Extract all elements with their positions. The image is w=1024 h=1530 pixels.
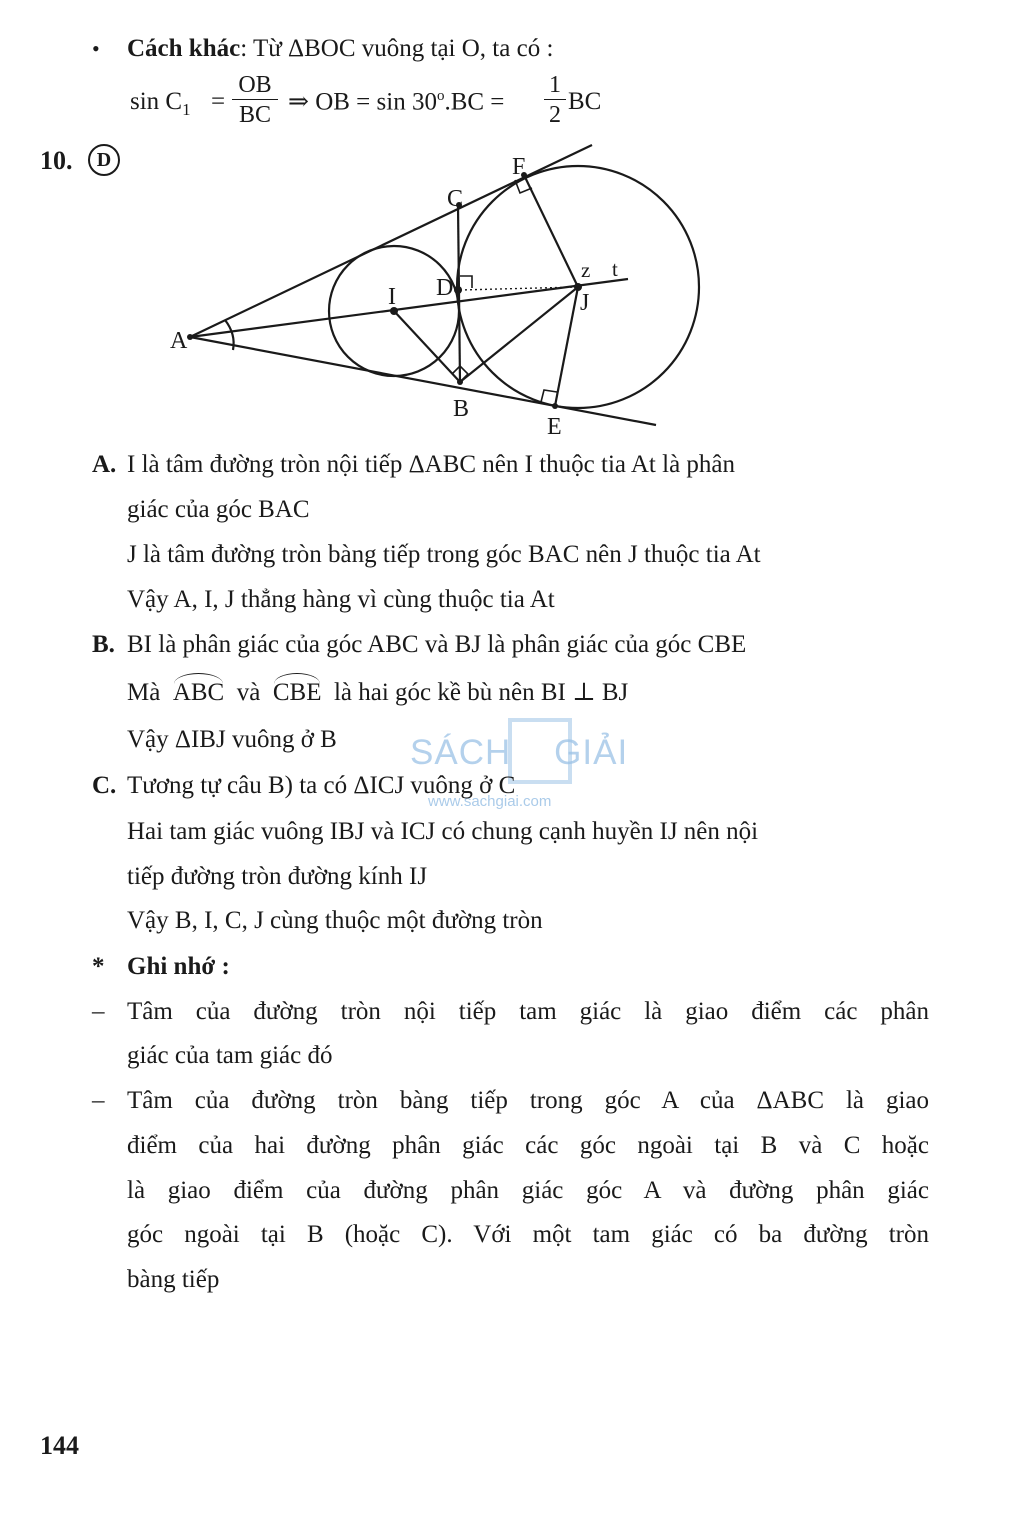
segment-fj bbox=[524, 175, 578, 287]
point-a bbox=[187, 334, 193, 340]
label-c: C bbox=[447, 186, 464, 212]
answer-a-line: Vậy A, I, J thẳng hàng vì cùng thuộc tia At bbox=[127, 586, 555, 613]
alternative-method-label: Cách khác bbox=[127, 35, 241, 62]
watermark-url: www.sachgiai.com bbox=[428, 793, 552, 810]
bullet: • bbox=[92, 36, 100, 61]
angle-arc-abc: ABC bbox=[172, 679, 225, 706]
segment-ib bbox=[394, 311, 460, 382]
fraction-numerator: 1 bbox=[544, 73, 566, 100]
answer-b-text: và bbox=[236, 679, 261, 706]
question-number: 10. bbox=[40, 146, 73, 175]
formula-bc: BC bbox=[568, 88, 602, 115]
answer-b-line: BI là phân giác của góc ABC và BJ là phân giác của góc CBE bbox=[127, 631, 747, 658]
answer-c-label: C. bbox=[92, 772, 117, 799]
note-item-line: Tâm của đường tròn nội tiếp tam giác là giao điểm các phân bbox=[127, 998, 929, 1025]
label-j: J bbox=[580, 290, 590, 316]
label-i: I bbox=[388, 284, 396, 310]
formula-sin-text: sin C bbox=[130, 88, 183, 115]
formula-bc-equals: .BC = bbox=[444, 88, 505, 116]
right-angle-mark-d bbox=[460, 276, 472, 288]
note-item-line: góc ngoài tại B (hoặc C). Với một tam giác có ba đường tròn bbox=[127, 1221, 929, 1248]
formula-implies-text: ⇒ OB = sin 30 bbox=[288, 88, 437, 116]
label-b: B bbox=[453, 396, 470, 422]
answer-a-line: J là tâm đường tròn bàng tiếp trong góc BAC nên J thuộc tia At bbox=[127, 541, 761, 568]
fraction-denominator: 2 bbox=[549, 102, 561, 128]
point-b bbox=[457, 379, 463, 385]
geometry-figure bbox=[0, 0, 1024, 460]
answer-b-label: B. bbox=[92, 631, 115, 658]
segment-bj bbox=[460, 287, 578, 382]
note-item-line: điểm của hai đường phân giác các góc ngoài tại B và C hoặc bbox=[127, 1132, 929, 1159]
formula-equals: = bbox=[211, 88, 226, 115]
answer-c-line: tiếp đường tròn đường kính IJ bbox=[127, 863, 428, 890]
angle-arc-cbe: CBE bbox=[272, 679, 322, 706]
degree-sign: o bbox=[436, 88, 445, 104]
formula-subscript: 1 bbox=[182, 100, 191, 119]
answer-b-line bbox=[127, 680, 628, 705]
answer-c-line: Hai tam giác vuông IBJ và ICJ có chung cạnh huyền IJ nên nội bbox=[127, 818, 759, 845]
label-t: t bbox=[612, 257, 618, 281]
answer-a-label: A. bbox=[92, 451, 117, 478]
label-d: D bbox=[436, 275, 454, 301]
note-title: Ghi nhớ : bbox=[127, 953, 230, 980]
label-a: A bbox=[170, 328, 188, 354]
answer-b-text: Mà bbox=[127, 679, 161, 706]
watermark-brand: SÁCH GIẢI bbox=[410, 733, 629, 772]
alternative-method-text: : Từ ΔBOC vuông tại O, ta có : bbox=[240, 35, 554, 62]
page-number: 144 bbox=[40, 1431, 79, 1460]
note-dash: – bbox=[92, 1087, 105, 1114]
point-d bbox=[454, 286, 462, 294]
answer-circle: D bbox=[88, 144, 120, 176]
note-item-line: là giao điểm của đường phân giác góc A và đường phân giác bbox=[127, 1177, 929, 1204]
note-dash: – bbox=[92, 998, 105, 1025]
answer-a-line: I là tâm đường tròn nội tiếp ΔABC nên I thuộc tia At là phân bbox=[127, 451, 736, 478]
tangent-line-ae bbox=[190, 337, 656, 425]
answer-b-line: Vậy ΔIBJ vuông ở B bbox=[127, 726, 337, 753]
fraction-denominator: BC bbox=[238, 102, 271, 128]
note-item-line: bàng tiếp bbox=[127, 1266, 220, 1293]
note-star: * bbox=[92, 953, 105, 980]
note-item-line: giác của tam giác đó bbox=[127, 1042, 333, 1069]
answer-b-text: là hai góc kề bù nên BI ⊥ BJ bbox=[333, 679, 629, 706]
fraction-numerator: OB bbox=[232, 73, 278, 100]
answer-a-line: giác của góc BAC bbox=[127, 496, 310, 523]
label-z: z bbox=[581, 258, 591, 282]
answer-c-line: Tương tự câu B) ta có ΔICJ vuông ở C bbox=[127, 772, 516, 799]
segment-je bbox=[555, 287, 578, 406]
answer-c-line: Vậy B, I, C, J cùng thuộc một đường tròn bbox=[127, 907, 543, 934]
note-item-line: Tâm của đường tròn bàng tiếp trong góc A của ΔABC là giao bbox=[127, 1087, 929, 1114]
point-e bbox=[552, 403, 558, 409]
right-angle-mark-e bbox=[541, 390, 557, 402]
label-f: F bbox=[512, 154, 526, 180]
label-e: E bbox=[547, 414, 562, 440]
